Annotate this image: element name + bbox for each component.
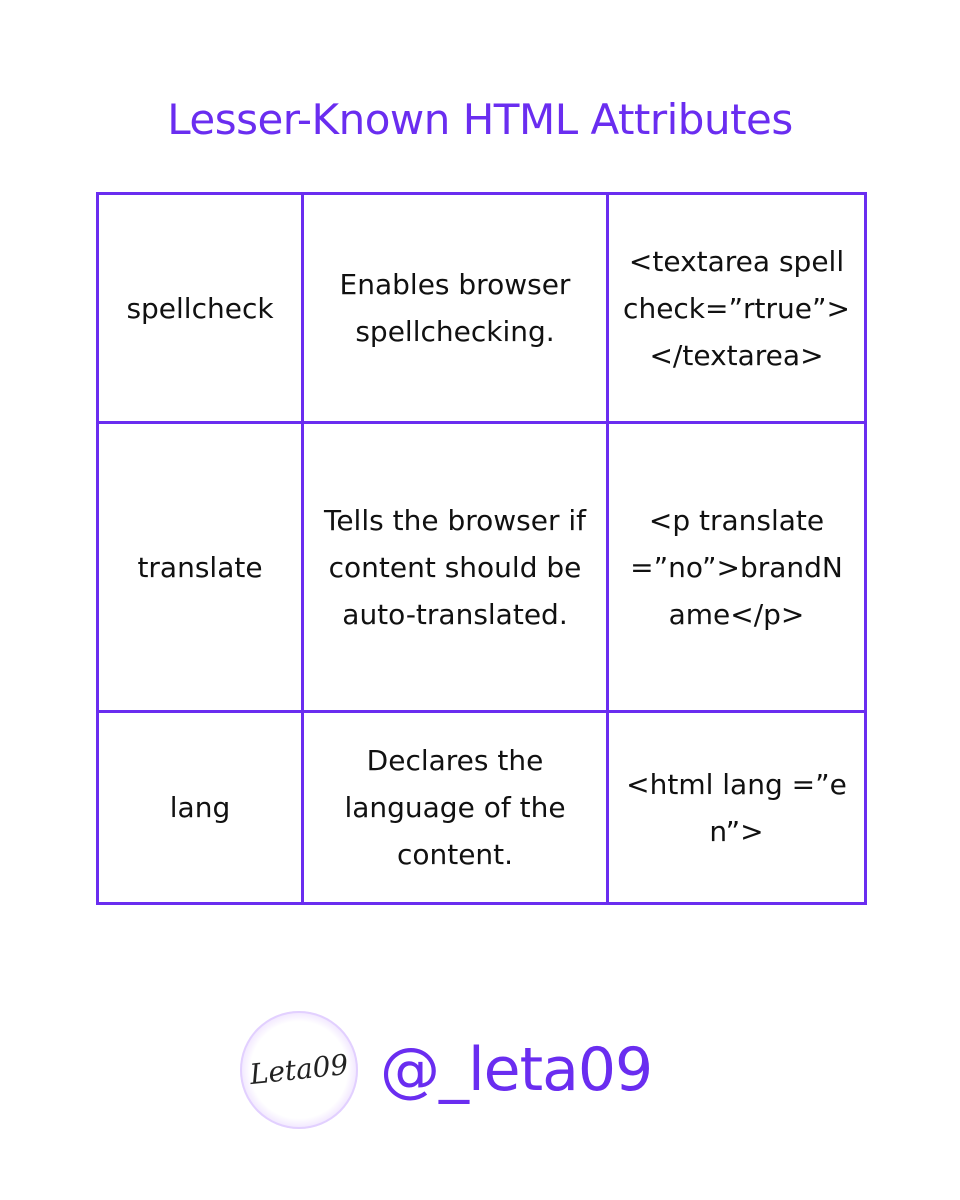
attribute-description-cell: Enables browser spellchecking. xyxy=(303,194,608,423)
attributes-table xyxy=(96,192,867,905)
attribute-example-cell: <textarea spellcheck=”rtrue”></textarea> xyxy=(608,194,866,423)
attribute-name-cell: translate xyxy=(98,423,303,712)
logo-signature: Leta09 xyxy=(248,1047,350,1092)
logo xyxy=(240,1011,358,1129)
social-handle: @_leta09 xyxy=(380,1035,653,1105)
attribute-example-cell: <html lang =”en”> xyxy=(608,712,866,904)
attribute-description-cell: Declares the language of the content. xyxy=(303,712,608,904)
table-row xyxy=(98,423,866,712)
attribute-name-cell: lang xyxy=(98,712,303,904)
attribute-description-cell: Tells the browser if content should be auto-translated. xyxy=(303,423,608,712)
table-row xyxy=(98,194,866,423)
attribute-name-cell: spellcheck xyxy=(98,194,303,423)
footer xyxy=(240,1010,652,1130)
page-title: Lesser-Known HTML Attributes xyxy=(167,95,793,144)
attribute-example-cell: <p translate=”no”>brandName</p> xyxy=(608,423,866,712)
table-row xyxy=(98,712,866,904)
